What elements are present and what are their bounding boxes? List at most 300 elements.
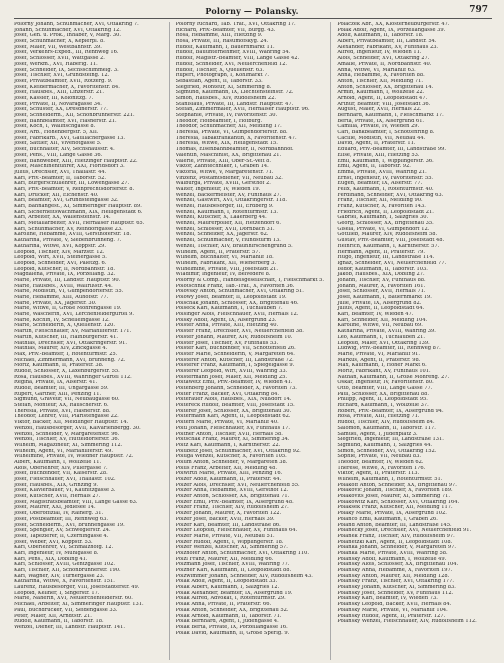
directory-entry: Polter Franz, Bäcker, XVI, Ottakring 84.	[175, 391, 280, 397]
directory-entry: Wilhelmine, Private, VIII, Josefstadt 21.	[175, 266, 278, 272]
directory-entry: Polanka Johann, Schneider, V, Margareten 97.	[337, 545, 457, 551]
directory-entry: Siegfried, Ingenieur, III, Landstraße 131.	[337, 437, 444, 443]
directory-entry: Karl, Bahnangest., XI, Simmeringer Hauptstr. 89.	[14, 204, 142, 209]
directory-entry: Ignaz, Schneider, XVI, Neulerchenfeld 77.	[337, 260, 447, 266]
directory-entry: Markus, Agent, II, Praterstr. 98.	[337, 357, 421, 363]
directory-entry: Polansky Wenzel, Fleischhauer, XIV, Rudolfsheim 112.	[337, 619, 477, 625]
directory-entry: Friedrich, Agent, II, Leopoldstadt 21.	[337, 209, 434, 215]
directory-entry: Viktor, Bäcker, XII, Meidlinger Hauptstr. 14.	[14, 420, 129, 426]
directory-entry: Marie, Private, XX, Jägerstr. 30.	[14, 300, 97, 306]
directory-entry: Polsinger Alois, Fleischhauer, XVII, Hernals 12.	[175, 312, 299, 318]
directory-entry: Anna, Hebamme, X, Favoriten 88.	[337, 73, 425, 79]
directory-entry: Viktoria, Witwe, V, Margaretenstr. 71.	[175, 169, 274, 175]
directory-entry: Leopold, Maler, XVI, Ottakring 139.	[337, 340, 430, 346]
directory-entry: Polster Karl, Buchbinder, VII, Schottenfeld 26.	[175, 346, 296, 352]
directory-entry: Armin, Kaufmann, I, Wollzeile 22.	[337, 90, 425, 96]
directory-entry: Karl, Priv.-Beamter, V, Reinprechtsdorferstr. 8.	[14, 186, 135, 192]
directory-entry: Oskar, Ingenieur, IV, Favoritenstr. 80.	[337, 380, 434, 386]
directory-entry: Josef, Bandweber, XIII, Hietzinger Hauptstr. 22.	[14, 158, 138, 164]
directory-entry: Wenzel, Kaufmann, I, Rotenturmstr. 13.	[175, 209, 278, 215]
directory-entry: Polansky Anna, Hebamme, X, Favoriten 197.	[337, 568, 453, 573]
directory-entry: Polzer Rudolf, Agent, I, Wipplingerstr. 18.	[175, 539, 284, 545]
directory-entry: Stefan, Monteur, XX, Rauscherstr. 6.	[14, 403, 109, 409]
directory-entry: Karl, Schneider, XII, Meidling 104.	[337, 317, 428, 323]
directory-entry: Johann, Tischler, XV, Fünfhaus 88.	[337, 277, 426, 283]
directory-entry: Josef, Hausbes., XIII, Linzerstr. 21.	[14, 90, 105, 96]
directory-entry: Alexander, Fabrikant, XV, Fünfhaus 23.	[337, 44, 439, 50]
directory-entry: Josef, Kleidermacher, X, Favoritenstr. 84.	[14, 84, 120, 90]
directory-entry: Karl, Schlosser, XVIII, Gentzgasse 102.	[14, 562, 115, 568]
directory-entry: Polzer Anton, Schlosser, XX, Brigittenau 71.	[175, 494, 290, 500]
directory-entry: Karl, Oberlehrer, VI, Schmalzhofg. 12.	[14, 545, 114, 551]
directory-entry: Polzer Josef, Bäcker, XVII, Hernals 39.	[175, 516, 275, 522]
directory-entry: Vinzenz, Postamtsdiener, VII, Neubau 32.	[175, 175, 283, 181]
directory-entry: Polstermann Josef, Maler, XII, Meidling 25.	[175, 374, 287, 380]
directory-entry: Polster Anna, Private, XIII, Hietzing 40.	[175, 323, 279, 329]
directory-entry: Rudolf, Kaufmann, II, Taborstr. 18.	[14, 619, 104, 625]
directory-entry: Polansky Anton, Maurer, XII, Meidling 128.	[337, 573, 450, 579]
directory-entry: Polakowitz Karl, Schlosser, XVI, Ottakring 164.	[337, 499, 460, 505]
directory-entry: Arnold, Agent, II, Leopoldstadt 47.	[337, 95, 428, 101]
directory-entry: Cäcilie, Modistin, VII, Neubau 44.	[337, 135, 426, 141]
directory-entry: Polak Albert, Kaufmann, I, Salzgries 12.	[175, 585, 280, 591]
directory-entry: Nathan, Kaufmann, II, Große Mohreng. 27.	[337, 374, 450, 380]
directory-entry: Josef, Tapezierer, II, Czerningasse 4.	[14, 533, 109, 539]
directory-entry: Josef, Bahnbeamter, XVI, Hasnerstr. 21.	[14, 118, 117, 124]
directory-entry: Stefan, Zimmermaler, XVII, Hernalser Hauptstr. 96.	[175, 107, 310, 113]
directory-entry: Wenzel, Kutscher, X, Laaerberg 44.	[175, 215, 267, 221]
directory-entry: Wenzel, Hausbesorger, XVII, Kalvarienbergg. 30.	[14, 425, 141, 431]
directory-entry: Polanecky Josef, Drechsler, XVI, Neulerchenfeld 91.	[337, 528, 472, 534]
directory-entry: Anton, Tischler, XII, Meidling 71.	[337, 78, 423, 84]
directory-entry: Polansky Marie, Private, VI, Mariahilf 104.	[337, 607, 448, 613]
directory-entry: Polwirth Marie, Private, XIII, Penzing 16.	[175, 471, 283, 477]
directory-entry: Wenzel, Hausbesorger, III, Erdberg 9.	[175, 204, 274, 209]
directory-entry: Anton, Schlosser, XX, Brigittenau 14.	[337, 84, 434, 90]
directory-entry: Simon, Hausbes., XIV, Rudolfsheim 22.	[175, 95, 277, 101]
directory-entry: Polster Josef, Tischler, XV, Fünfhaus 53.	[175, 340, 279, 346]
directory-entry: Ferdinand, Schneider, XVI, Ottakring 63.	[337, 192, 444, 198]
directory-entry: Polotschnik Franz, Tab.-Traf., X, Favoriten 36.	[175, 283, 295, 289]
directory-entry: Poltschak Franz, Maurer, XI, Simmering 34.	[175, 437, 290, 443]
directory-entry: Josef, Werkm., XVI, Haberlg. 11.	[14, 61, 98, 67]
directory-entry: Josef, Schneiderm., XVI, Brunnengasse 19.	[14, 522, 125, 528]
directory-entry: Polzer Marie, Private, VII, Neubau 51.	[175, 533, 275, 539]
directory-entry: Josef, Privatbeamter, XVII, Rötzerg. 9.	[14, 78, 113, 84]
directory-entry: Alfred, Ingenieur, IV, Wieden 11.	[337, 50, 422, 56]
directory-entry: Theodor, Hofbeamter, I, Hofburg.	[175, 118, 263, 124]
directory-columns	[14, 22, 492, 660]
directory-entry: Rosa, Hebamme, XIII, Hietzing 9.	[175, 33, 263, 39]
directory-entry: Polzer Leopold, Fleischhauer, XV, Fünfhaus 64.	[175, 528, 298, 534]
directory-entry: Polzer Adolf, Kaufmann, II, Praterstr. 44.	[175, 477, 282, 482]
directory-entry: Karoline, Hebamme, XVIII, Gersthoferstr. 18.	[14, 232, 132, 238]
directory-entry: Leopold, Tischler, XIV, Märzstr. 12.	[14, 249, 105, 255]
directory-entry: Polanka Marie, Private, XVIII, Währing 58.	[337, 550, 448, 556]
directory-entry: Karoline, Witwe, VII, Neubau 69.	[337, 323, 423, 329]
directory-entry: Josef, Klavierbauer, VI, Kaunitzgasse 3.	[14, 488, 116, 494]
directory-entry: Wilhelmine, Private, IV, Wiedner Hauptstr. 72.	[14, 454, 134, 460]
directory-entry: Moriz, Kaufmann, II, Praterstr. 38.	[14, 363, 104, 369]
directory-entry: Rosa, Private, III, Rasumofskyg. 24.	[175, 39, 269, 45]
directory-entry: Polschak Johann, Schlosser, XX, Brigittenau 46.	[175, 300, 299, 306]
directory-entry: Marie, Private, III, Landstr. Hauptstr. 90.	[14, 277, 121, 283]
directory-entry: Jakob, Hausbes., XIX, Döbling 27.	[337, 272, 425, 278]
directory-entry: Martin, Kutscher, III, Hainburgerstr. 41.	[14, 334, 119, 340]
directory-entry: Wladimir, Ingenieur, IV, Belvedere 8.	[175, 272, 271, 278]
directory-entry: Wilhelm, Fabrikant, XII, Wienerberg 3.	[175, 260, 277, 266]
directory-entry: Polaky Marie, Private, IX, Alsergrund 102.	[337, 511, 447, 517]
directory-entry: Rudolf, Schlosser, X, Laxenburgerstr. 55.	[14, 368, 120, 374]
directory-entry: Josef, Buchhalter, XIV, Sechshausstr. 4.	[14, 147, 115, 153]
directory-entry: Polster Marie, Schneiderin, V, Margareten 64.	[175, 351, 295, 357]
header-rule	[14, 18, 492, 19]
directory-entry: Karl, Beamter, IV, Wieden 47.	[337, 312, 414, 318]
directory-entry: Isidor, Kaufmann, II, Taborstr. 103.	[337, 266, 428, 272]
directory-entry: Polubetz Josef, Schuhmacher, XVI, Ottakring 92.	[175, 448, 301, 454]
directory-entry: David, Agent, II, Praterstr. 11.	[337, 141, 416, 147]
directory-entry: Josef, Maler, VII, Westbahnstr. 39.	[14, 44, 102, 50]
directory-entry: Rudolf, Magistr.-Beamter, VIII, Lange Gasse 42.	[175, 56, 300, 62]
directory-entry: Sigmund, Kaufmann, IX, Liechtensteinstr. 72.	[175, 90, 294, 96]
directory-entry: Sigmund, Graveur, VII, Neubaugasse 60.	[14, 397, 120, 403]
directory-entry: Marie, Hebamme, XIII, Auhofstr. 77.	[14, 295, 109, 300]
directory-entry: Rudolf, Tischler, X, Quellenstr. 63.	[175, 67, 264, 73]
directory-entry: Marie, Näherin, XVI, Neulerchenfelderstr. 60.	[14, 596, 133, 602]
directory-entry: Rupert, Photograph, I, Kohlmarkt 7.	[175, 73, 269, 79]
directory-entry: Eugen, Beamter, IX, Alserstr. 77.	[337, 181, 423, 187]
directory-entry: Laurenz, Hausbesorger, VIII, Josefstädterstr. 49.	[14, 585, 140, 591]
directory-entry: Julius, Drechsler, XVI, Thaliastr. 44.	[14, 169, 107, 175]
directory-entry: Rudolf, Kaufmann, I, Bauernmarkt 11.	[175, 44, 275, 50]
directory-entry: Josef, Magistratsbeamter, VIII, Lange Gasse 63.	[14, 499, 138, 505]
directory-entry: Polster Johann, Maurer, XIV, Rudolfsheim 10.	[175, 334, 293, 340]
directory-entry: Berta, Private, IX, Alsergrund 61.	[337, 118, 425, 124]
directory-entry: Viktor, Zahntechniker, I, Graben 14.	[175, 164, 269, 170]
page-number: 797	[469, 5, 488, 15]
directory-entry: Sebastian, Agent, II, Taborstr. 33.	[175, 78, 263, 84]
directory-entry: Josef, Tischler, XVI, Grundsteing. 12.	[14, 73, 110, 79]
directory-entry: Paul, Buchdrucker, VII, Seidengasse 33.	[14, 607, 118, 613]
directory-entry: Josef, Fleischhauer, XVI, Thaliastr. 102.	[14, 477, 116, 482]
directory-entry: Rupert, Gärtner, XIII, Penzing 11.	[14, 391, 102, 397]
directory-entry: Poltern Marie, Private, VI, Mariahilf 40.	[175, 420, 279, 426]
directory-entry: Max, Kaufmann, I, Hoher Markt 6.	[337, 363, 427, 369]
directory-entry: Polak Alfred, Advokat, I, Rotenturmstr. 29.	[175, 596, 286, 602]
directory-entry: Robert, Priv.-Beamter, IX, Alsergrund 94.	[337, 408, 444, 414]
directory-entry: Polterer Josef, Schlosser, XX, Brigittenau 30.	[175, 408, 292, 414]
directory-entry: Karl, Ingenieur, IV, Mühlgasse 8.	[14, 550, 99, 556]
directory-entry: Josef, Kutscher, XVII, Hernals 27.	[14, 494, 101, 500]
directory-entry: Gustav, Priv.-Beamter, VIII, Josefstadt 48.	[337, 238, 445, 244]
directory-entry: Polak Adolf, Agent, II, Leopoldstadt 33.	[175, 579, 278, 585]
directory-entry: Leopold, Kutscher, II, Nordbahnstr. 18.	[14, 266, 116, 272]
directory-entry: Wenzel, Gastwirt, XVI, Ottakringerstr. 118.	[175, 198, 287, 204]
directory-entry: Katharina, Witwe, XVI, Koppstr. 29.	[14, 243, 106, 249]
directory-entry: Poltner Anton, Tischler, XVII, Hernals 58.	[175, 431, 283, 437]
directory-entry: Polak Anna, Private, II, Praterstr. 66.	[175, 602, 272, 608]
directory-entry: Marie, Hausbes., XVIII, Wallrißstr. 44.	[14, 283, 113, 289]
directory-entry: Karl, Wagner, XIV, Turnergasse 23.	[14, 573, 105, 579]
directory-entry: Josef, Hausbes., XIX, Grinzing 9.	[14, 482, 99, 488]
directory-entry: Polzl Franz, Maurer, XII, Meidling 66.	[175, 556, 274, 562]
running-head: Polorny — Polansky.	[205, 6, 299, 16]
directory-entry: Felix, Kaufmann, I, Rotenturmstr. 40.	[337, 186, 434, 192]
directory-entry: Polak Bernhard, Agent, I, Judengasse 4.	[175, 619, 279, 625]
directory-entry: Josef, Sattler, XII, Vivenotgasse 5.	[14, 141, 102, 147]
directory-entry: Polzhofer Anton, Schuhmacher, XVI, Ottakring 110.	[175, 550, 309, 556]
directory-entry: Josef, Private, II, Novaragasse 34.	[14, 101, 102, 107]
directory-entry: Josef, Fabrikarb., XVI, Gaullachergasse 13.	[14, 135, 125, 141]
directory-entry: Rudolf, Schneider, XVI, Neulerchenfeld 12.	[175, 61, 287, 67]
directory-entry: Wilhelm, Agent, II, Praterstr. 57.	[175, 249, 261, 255]
directory-entry: Poland Anton, Beamter, III, Landstraße 145.	[337, 522, 452, 528]
directory-entry: Polakovits Josef, Maurer, XI, Simmering 71.	[337, 494, 451, 500]
directory-entry: Peter, Maler, XII, Arndtstr. 21.	[14, 613, 92, 619]
directory-entry: Elise, Private, XIII, Hietzing 53.	[337, 152, 420, 158]
directory-entry: Wenzel, Schlosser, XVII, Dornbach 31.	[175, 226, 275, 232]
directory-entry: Arthur, Beamter, VIII, Josefstadt 36.	[337, 101, 431, 107]
directory-entry: Josef, Schuster, XX, Dresdnerstr. 77.	[14, 107, 108, 113]
directory-entry: Josef, Weber, XVI, Koppstr. 53.	[14, 539, 93, 545]
directory-entry: Polansky Josef, Schneider, XV, Fünfhaus 112.	[337, 590, 454, 596]
directory-entry: Polorny Richard, Tab. Traf., XVI, Ottakring 17.	[175, 22, 296, 27]
directory-entry: Richard, Priv.-Beamter, VII, Burgg. 43.	[175, 27, 276, 33]
directory-entry: Valentin, Maschinist, XX, Brigittenau 21.	[175, 152, 282, 158]
directory-entry: Salomon, Kaufmann, II, Taborstr. 117.	[337, 425, 436, 431]
directory-entry: Karl, Bürgerschullehrer, III, Löwengasse 27.	[14, 181, 130, 187]
directory-entry: Adolf, Kaufmann, II, Taborstr. 18.	[337, 33, 424, 39]
directory-entry: Josef, Pens., VIII, Lange Gasse 36.	[14, 152, 103, 158]
directory-entry: Alois, Oberlehrer, XIV, Pillergasse 7.	[14, 465, 108, 471]
directory-entry: Ernst, Ingenieur, IV, Favoritenstr. 55.	[337, 175, 434, 181]
directory-entry: Rosa, Private, XIII, Hietzing 71.	[337, 414, 420, 420]
directory-entry: Emil, Agent, II, Taborstr. 92.	[337, 164, 411, 170]
directory-entry: Regina, Private, IX, Alserstr. 41.	[14, 380, 98, 386]
directory-entry: Wenzel, Maurerpolier, XII, Hetzendorf 6.	[175, 221, 281, 227]
directory-entry: Wenzel, Tischler, XV, Hütteldorferstr. 36.	[14, 437, 120, 443]
directory-entry: Alois, Schneider, XVI, Ottakring 27.	[337, 56, 430, 62]
directory-entry: Polakovic Johann, Tischler, X, Favoriten 189.	[337, 488, 453, 494]
directory-entry: Gottlieb, Maurer, XIV, Rudolfsheim 58.	[337, 232, 438, 238]
directory-entry: Rosa, Hausbes., XVIII, Währinger Gürtel 112.	[14, 374, 132, 380]
directory-entry: Stephanie, Private, IV, Favoritenstr. 30.	[175, 113, 278, 118]
directory-entry: Wenzel, Schneider, XX, Jägerstr. 62.	[175, 232, 269, 238]
directory-entry: Rudolf, Bauunternehmer, XVIII, Währing 54.	[175, 50, 291, 56]
directory-entry: Paul, Schlosser, XX, Brigittenau 88.	[337, 391, 430, 397]
directory-entry: Simon, Schneider, XVI, Ottakring 152.	[337, 448, 437, 454]
directory-entry: Poltermann Karl, Agent, II, Leopoldstadt 62.	[175, 414, 291, 420]
directory-entry: Rudolf, Beamter, III, Ungargasse 59.	[14, 386, 109, 391]
directory-entry: Magdalena, Private, IX, Porzellang. 32.	[14, 272, 116, 278]
directory-entry: Max, Priv.-Beamter, I, Rotenturmstr. 25.	[14, 351, 118, 357]
directory-entry: Ludwig, Priv.-Beamter, III, Rennweg 87.	[337, 346, 441, 352]
directory-entry: Josef, Koch, I, Wallfischgasse 8.	[14, 124, 96, 130]
directory-entry: Polovsky Anton, Schuhmacher, XVI, Ottakring 51.	[175, 289, 304, 295]
directory-entry: Bernhard, Kaufmann, I, Fleischmarkt 17.	[337, 113, 444, 118]
directory-entry: Gabriel, Kaufmann, I, Salzgries 30.	[337, 215, 429, 221]
directory-entry: Martin, Fleischhauer, XV, Mariahilferstr. 171.	[14, 329, 132, 335]
directory-entry: Thomas, Eisenbahnbeamter, II, Nordbahnhof.	[175, 147, 294, 153]
directory-entry: Polak Adolf, Agent, IX, Porzellangasse 39.	[337, 27, 446, 33]
directory-entry: Mathias, Maurer, XIV, Zinckgasse 4.	[14, 346, 108, 352]
directory-entry: Polansky Leopold, Bäcker, XVII, Hernals 84.	[337, 602, 452, 608]
directory-entry: Polaczek Abr., XX, Klosterneuburgerstr. 47.	[337, 22, 450, 27]
directory-entry: Emma, Private, XVIII, Währing 21.	[337, 169, 427, 175]
directory-entry: Josef, Schlosser, XVII, Hernals 71.	[337, 289, 426, 295]
directory-entry: Polansky Alois, Schlosser, XX, Brigittenau 104.	[337, 562, 459, 568]
directory-entry: Polakoff Anton, Schneider, XX, Brigittenau 97.	[337, 482, 457, 488]
directory-entry: Otto, Beamter, VIII, Lange Gasse 77.	[337, 386, 433, 391]
directory-entry: Karl, Beamter, XVI, Grundsteingasse 32.	[14, 198, 119, 204]
directory-entry: August, Maler, XVII, Hernals 22.	[337, 107, 422, 113]
directory-entry: Marie, Schneiderin, X, Quellenstr. 120.	[14, 323, 115, 329]
directory-entry: Polzer Karl, Beamter, III, Landstraße 86.	[175, 522, 281, 528]
directory-entry: Hermann, Agent, II, Praterstr. 79.	[337, 249, 425, 255]
directory-entry: Marie, Witwe, II, Große Mohrengasse 19.	[14, 306, 122, 312]
directory-entry: Polowy Josef, Beamter, II, Leopoldstadt 19.	[175, 295, 287, 300]
directory-entry: Josef, Kaufmann, I, Bauernmarkt 19.	[337, 295, 432, 300]
directory-entry: Polzmann Josef, Tischler, XVIII, Währing 77.	[175, 562, 290, 568]
directory-entry: Polanek Franz, Tischler, XIV, Rudolfsheim 97.	[337, 533, 455, 539]
directory-entry: Josef, Maschinenführer, XXI, Floridsdorf 3.	[14, 164, 125, 170]
directory-entry: Polansky Rudolf, Agent, II, Praterstr. 127.	[337, 613, 446, 619]
directory-entry: Josef, Buchbinder, VII, Kaiserstr. 28.	[14, 471, 108, 477]
directory-entry: Theodor, Beamter, IV, Wieden 62.	[337, 459, 424, 465]
directory-entry: Wenzel, Bäckermeister, XV, Fünfhaus 27.	[175, 192, 282, 198]
directory-entry: Josef, Postbeamter, III, Rennweg 63.	[14, 516, 108, 522]
directory-entry: Leopold, Wirt, XVII, Steinergasse 5.	[14, 255, 107, 261]
directory-entry: Theresia, Tabaktrafikantin, X, Favoritenstr. 47.	[175, 135, 297, 141]
directory-entry: Therese, Witwe, X, Favoriten 176.	[337, 465, 426, 471]
directory-entry: Polzner Karl, Kaufmann, II, Leopoldstadt 88.	[175, 568, 292, 573]
directory-entry: Emil, Kaufmann, I, Wipplingerstr. 36.	[337, 158, 434, 164]
directory-entry: Josef, Verkehrs-Exped., III, Rennweg 16.	[14, 50, 119, 56]
directory-entry: Polseck Karl, Kaufmann, I, Tuchlauben 7.	[175, 306, 283, 312]
directory-entry: Leopold, Schneider, XVI, Paletzg. 6.	[14, 260, 107, 266]
directory-entry: Franz, Kutscher, X, Favoriten 143.	[337, 204, 426, 209]
directory-entry: Anna, Witwe, VI, Mariahilf 63.	[337, 67, 416, 73]
directory-entry: Polak David, Kaufmann, II, Große Sperlg. 9.	[175, 630, 290, 636]
directory-entry: Karl, Sicherheitswachmann, XIX, Heiligenstadt 6.	[14, 209, 143, 215]
directory-entry: Polak Alexander, Beamter, IX, Alsergrund 19.	[175, 590, 293, 596]
directory-entry: Karl, Tischler, XII, Schönbrunnerstr. 190.	[14, 568, 121, 573]
directory-entry: Polsterer Leopold, Wirt, XVIII, Währing 33.	[175, 368, 288, 374]
directory-entry: Poltl Johann, Fleischhauer, XV, Fünfhaus 17.	[175, 425, 290, 431]
directory-entry: Marie, Köchin, IV, Schelleingasse 12.	[14, 317, 110, 323]
directory-entry: Johann, Schuhmacher, XVI, Ottakring 12.	[14, 27, 121, 33]
directory-entry: Polsky Adolf, Agent, IX, Alsergrund 23.	[175, 317, 277, 323]
directory-entry: Albert, Privatbeamter, III, Landstr. 54.	[337, 39, 437, 45]
directory-entry: Siegfried, Monteur, XI, Simmering 8.	[175, 84, 272, 90]
directory-entry: Leo, Kaufmann, I, Tuchlauben 21.	[337, 334, 426, 340]
directory-entry: Poluga Wenzel, Kutscher, X, Favoriten 105.	[175, 454, 287, 460]
directory-entry: Rudolf, Tischler, XIV, Rudolfsheim 84.	[337, 420, 435, 426]
directory-entry: Albert, Kaufmann, I, Wollzeile 11.	[14, 459, 102, 465]
directory-entry: Polanetzki Karl, Agent, II, Leopoldstadt 108.	[337, 539, 453, 545]
directory-entry: Mathias, Drechsler, XVI, Ottakringerstr. 91.	[14, 340, 128, 346]
directory-entry: Josef, Oberoffizial, IV, Rainerg. 31.	[14, 511, 104, 517]
directory-entry: Theresia, Private, XVI, Hasnerstr. 88.	[14, 408, 111, 414]
directory-entry: Georg, Schlosser, XX, Brigittenau 35.	[337, 221, 434, 227]
directory-entry: Amalie, Private, II, Nordbahnstr. 40.	[337, 61, 432, 67]
directory-entry: Polzer Johann, Maurer, X, Favoriten 122.	[175, 511, 282, 517]
directory-entry: Polzer Alois, Drechsler, XVI, Neulerchenfeld 55.	[175, 482, 300, 488]
directory-entry: Wilhelm, Magazineur, XI, Simmering 112.	[14, 442, 123, 448]
directory-entry: Polsterer Franz, Kaufmann, I, Spiegelgasse 9.	[175, 363, 295, 369]
directory-entry: Josef, Arb., Hohenbergstr. 5, XII.	[14, 130, 99, 136]
directory-entry: Valerie, Private, XIII, Ober-St.-Veit 8.	[175, 158, 271, 164]
directory-entry: Karl, Drucker, XII, Eichenstr. 40.	[14, 192, 99, 198]
directory-entry: Wilhelm, Buchhalter, VI, Mariahilf 18.	[175, 255, 274, 261]
directory-entry: Polorny Johann, Schuhmacher, XVI, Ottakring 7.	[14, 22, 139, 27]
directory-entry: Eduard, Priv.-Beamter, III, Landstraße 99.	[337, 147, 446, 153]
directory-entry: Johann, Maurer, X, Favoriten 161.	[337, 283, 426, 289]
directory-entry: Josef, Schuhmacher, X, Keplerpl. 8.	[14, 39, 105, 45]
directory-entry: Josef, Kassier, III, Kolonitzg. 7.	[14, 95, 94, 101]
directory-entry: Poltz Karl, Kaufmann, I, Kärntnerstr. 22.	[175, 442, 281, 448]
directory-entry: Wenzel, Tischler, XIV, Braunhirschengrund 5.	[175, 243, 293, 249]
directory-entry: Stanislaus, Private, III, Landstr. Hauptstr. 47.	[175, 101, 294, 107]
directory-entry: Josef, Spengler, XV, Schweglerstr. 24.	[14, 528, 111, 534]
directory-entry: Polorny & Comp., Handelsgesellschaft, I, Fleischmarkt 5.	[175, 277, 325, 283]
directory-entry: Philipp, Agent, II, Leopoldstadt 95.	[337, 397, 428, 403]
directory-entry: Heinrich, Kaufmann, I, Kärntnerstr. 57.	[337, 243, 440, 249]
directory-entry: Theodor, Schuhmacher, XII, Meidling 17.	[175, 124, 282, 130]
directory-entry: Polak Berta, Private, IX, Porzellangasse 16.	[175, 624, 288, 630]
directory-entry: Polansky Adolf, Kaufmann, I, Wollzeile 49.	[337, 556, 447, 562]
directory-entry: Karl, Pens., XIX, Döbling 41.	[14, 556, 88, 562]
directory-entry: Karl, Schuhmacher, XV, Reindorfgasse 23.	[14, 226, 123, 232]
directory-entry: Theresia, Witwe, XIX, Heiligenstadt 15.	[175, 141, 278, 147]
directory-entry: Polus Franz, Arbeiter, XII, Meidling 48.	[175, 465, 278, 471]
directory-entry: Polanco Emil, Kaufmann, I, Graben 26.	[337, 516, 438, 522]
directory-entry: Poltenberg Johann, Schneider, X, Favoriten 73.	[175, 386, 297, 391]
directory-entry: Polum Anton, Schneider, V, Margareten 38.	[175, 459, 288, 465]
directory-entry: Katharina, Witwe, X, Favoritenstr. 151.	[14, 579, 115, 585]
directory-entry: Wilhelm, Agent, VI, Mariahilferstr. 49.	[14, 448, 113, 454]
directory-entry: Marie, Private, VI, Mariahilf 91.	[337, 351, 421, 357]
directory-entry: Polzer Anna, Hebamme, XVIII, Gersthof 12.	[175, 488, 289, 494]
directory-entry: Sigmund, Kaufmann, I, Salzgries 44.	[337, 442, 433, 448]
directory-entry: Polsterer Anton, Kutscher, III, Landstraße 72.	[175, 357, 294, 363]
directory-entry: Marie, Wäscherin, XVI, Lerchenfeldergürtel 9.	[14, 312, 134, 318]
directory-entry: Josef, Schlosser, XVII, Wattgasse 2.	[14, 56, 105, 62]
directory-entry: Julius, Agent, II, Leopoldstadt 64.	[337, 306, 425, 312]
directory-entry: Polzer Franz, Tischler, XIV, Rudolfsheim 27.	[175, 505, 289, 511]
directory-entry: Marie, Modistin, VI, Gumpendorferstr. 55.	[14, 289, 124, 295]
directory-entry: Poltereck Rudolf, Beamter, VIII, Josefstadt 15.	[175, 403, 295, 409]
directory-entry: Polzer Wenzel, Kutscher, XI, Simmering 57.	[175, 545, 288, 551]
directory-entry: Leopold, Kellner, I, Singerstr. 17.	[14, 590, 100, 596]
directory-entry: Michael, Zimmermann, XVI, Brunneng. 72.	[14, 357, 126, 363]
directory-entry: Walburga, Private, XVIII, Gersthof 2.	[175, 181, 271, 187]
directory-entry: Walter, Ingenieur, IV, Wieden 19.	[175, 186, 261, 192]
directory-entry: Camilla, Private, IV, Wieden 29.	[337, 124, 420, 130]
directory-entry: Wilhelm, Kaufmann, I, Rotenturmstr. 51.	[337, 477, 443, 482]
directory-entry: Josef, Maurer, XXI, Jedlesee 14.	[14, 505, 96, 511]
directory-entry: Karl, Metallarbeiter, XVII, Hernalser Hauptstr. 65.	[14, 221, 145, 227]
directory-entry: Karl, Arbeiter, XX, Wallensteinstr. 14.	[14, 215, 111, 221]
directory-entry: Samuel, Agent, I, Judenplatz 3.	[337, 431, 418, 437]
directory-entry: Richard, Kaufmann, I, Wollzeile 37.	[337, 403, 429, 409]
directory-entry: Hugo, Ingenieur, III, Landstraße 114.	[337, 255, 435, 261]
directory-entry: Polster Franz, Drechsler, XVI, Neulerchenfeld 38.	[175, 329, 304, 335]
directory-entry: Carl, Bankbeamter, I, Schottenring 8.	[337, 130, 435, 136]
directory-entry: Polansky Franz, Tischler, XVI, Ottakring 177.	[337, 579, 455, 585]
directory-entry: Julie, Private, IX, Alsergrund 82.	[337, 300, 422, 306]
directory-entry: Viktor, Agent, II, Praterstr. 113.	[337, 471, 420, 477]
